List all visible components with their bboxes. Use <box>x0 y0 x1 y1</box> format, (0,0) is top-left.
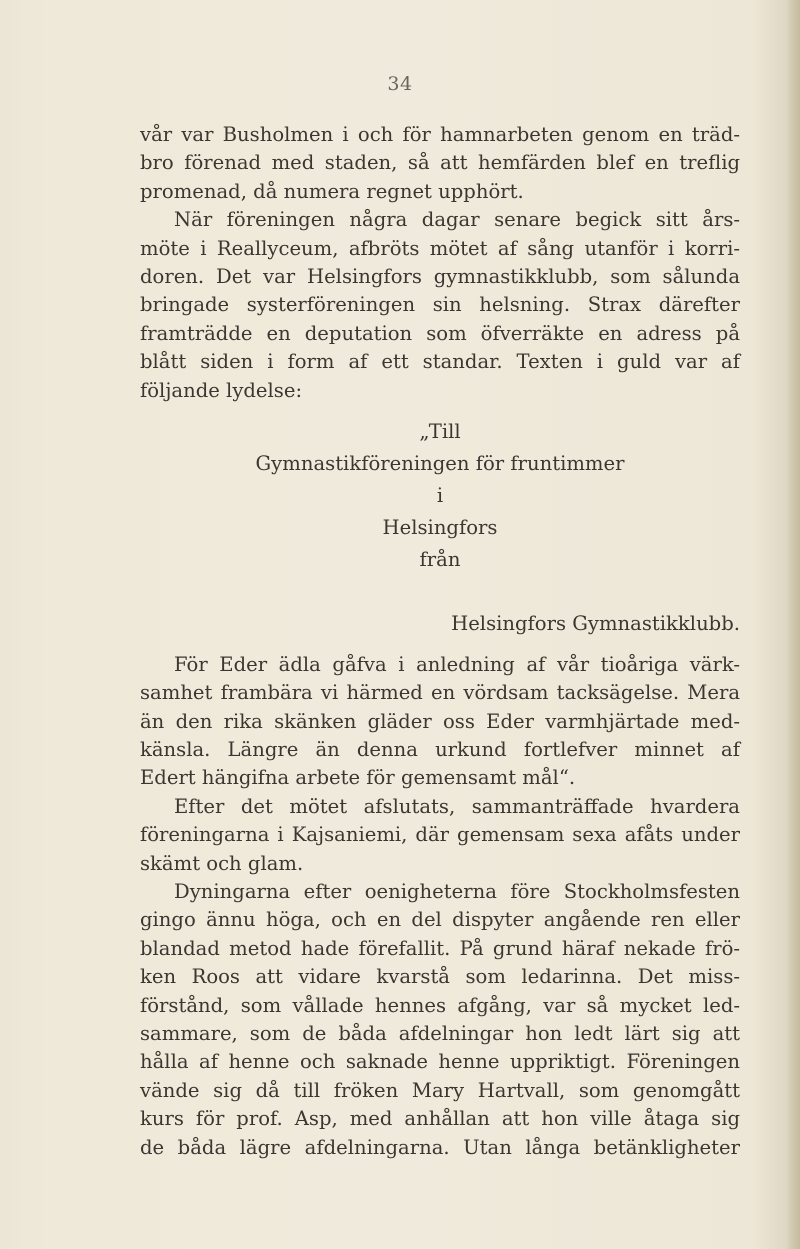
text-line: följande lydelse: <box>140 378 303 402</box>
text-line: Edert hängifna arbete för gemensamt mål“. <box>140 766 576 790</box>
address-quotation <box>140 416 740 640</box>
text-line: När föreningen några dagar senare begick sitt års- <box>174 208 740 232</box>
text-line: promenad, då numera regnet upphört. <box>140 179 524 203</box>
text-line: blandad metod hade förefallit. På grund häraf nekade frö- <box>140 936 740 960</box>
text-line: bringade systerföreningen sin helsning. Strax därefter <box>140 293 740 317</box>
text-line: blått siden i form af ett standar. Texten i guld var af <box>140 350 740 374</box>
paragraph <box>140 206 740 405</box>
text-line: föreningarna i Kajsaniemi, där gemensam sexa afåts under <box>140 823 740 847</box>
address-line: „Till <box>419 419 461 443</box>
text-line: vände sig då till fröken Mary Hartvall, som genomgått <box>140 1078 740 1102</box>
page-edge-shadow <box>786 0 800 1249</box>
text-line: ken Roos att vidare kvarstå som ledarinna. Det miss- <box>140 965 740 989</box>
text-line: doren. Det var Helsingfors gymnastikklubb, som sålunda <box>140 264 740 288</box>
text-line: än den rika skänken gläder oss Eder varmhjärtade med- <box>140 709 740 733</box>
paragraph <box>140 121 740 206</box>
address-line: Gymnastikföreningen för fruntimmer <box>255 451 625 475</box>
address-line: i <box>436 483 444 507</box>
text-line: framträdde en deputation som öfverräkte en adress på <box>140 321 740 345</box>
text-line: sammare, som de båda afdelningar hon ledt lärt sig att <box>140 1021 740 1045</box>
text-line: gingo ännu höga, och en del dispyter angående ren eller <box>140 908 740 932</box>
text-line: vår var Busholmen i och för hamnarbeten genom en träd- <box>140 123 740 146</box>
text-line: skämt och glam. <box>140 851 304 875</box>
address-line: Helsingfors <box>382 515 498 539</box>
text-line: kurs för prof. Asp, med anhållan att hon ville åtaga sig <box>140 1107 740 1131</box>
text-line: För Eder ädla gåfva i anledning af vår tioåriga värk- <box>174 652 740 676</box>
text-line: bro förenad med staden, så att hemfärden blef en treflig <box>140 151 740 175</box>
paragraph <box>140 878 740 1162</box>
text-line: samhet frambära vi härmed en vördsam tacksägelse. Mera <box>140 681 740 705</box>
address-line: från <box>419 547 461 571</box>
text-line: känsla. Längre än denna urkund fortlefver minnet af <box>140 738 740 762</box>
body-text <box>140 121 740 1162</box>
text-line: hålla af henne och saknade henne uppriktigt. Föreningen <box>140 1050 740 1074</box>
text-line: Dyningarna efter oenigheterna före Stockholmsfesten <box>174 880 740 904</box>
text-line: förstånd, som vållade hennes afgång, var så mycket led- <box>140 993 740 1017</box>
text-line: möte i Reallyceum, afbröts mötet af sång utanför i korri- <box>140 236 740 260</box>
text-line: Efter det mötet afslutats, sammanträffade hvardera <box>174 794 740 818</box>
paragraph <box>140 793 740 878</box>
text-line: de båda lägre afdelningarna. Utan långa betänkligheter <box>140 1135 740 1159</box>
paragraph <box>140 651 740 793</box>
page-number: 34 <box>387 73 413 95</box>
address-signature: Helsingfors Gymnastikklubb. <box>451 611 740 635</box>
